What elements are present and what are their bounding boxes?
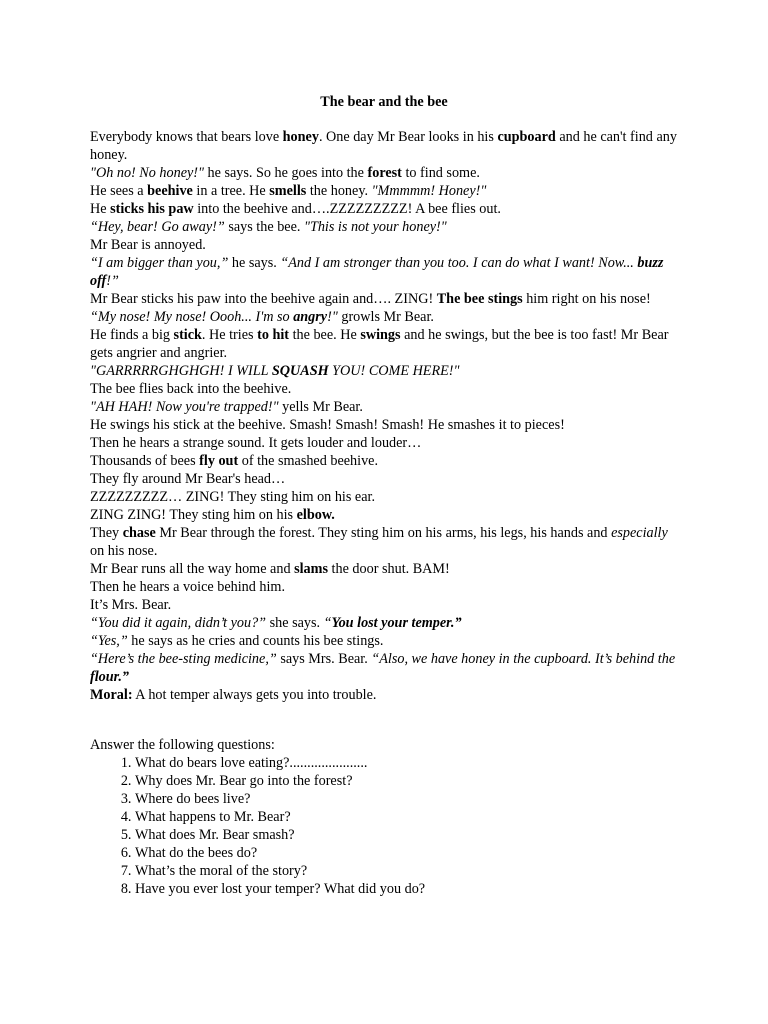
story-text-run: . He tries <box>201 327 258 343</box>
story-text-run: You lost your temper.” <box>331 615 462 631</box>
story-text-run: “Also, we have honey in the cupboard. It’s behind the <box>371 651 676 667</box>
story-body <box>90 128 680 704</box>
story-line <box>90 506 680 524</box>
story-text-run: growls Mr Bear. <box>337 309 434 325</box>
story-line <box>90 218 680 236</box>
story-text-run: Then he hears a strange sound. It gets louder and louder… <box>90 435 422 451</box>
question-item: 7. What’s the moral of the story? <box>135 862 680 880</box>
story-text-run: he says as he cries and counts his bee stings. <box>127 633 384 649</box>
story-text-run: the bee. He <box>289 327 361 343</box>
story-text-run: he says. So he goes into the <box>203 165 368 181</box>
story-text-run: into the beehive and….ZZZZZZZZZ! A bee flies out. <box>193 201 501 217</box>
story-text-run: Mr Bear is annoyed. <box>90 237 206 253</box>
story-text-run: "AH HAH! Now you're trapped!" <box>90 399 279 415</box>
story-text-run: He <box>90 201 111 217</box>
questions-list <box>90 754 680 898</box>
story-text-run <box>90 669 129 685</box>
questions-section <box>90 736 680 898</box>
story-text-run <box>272 363 329 379</box>
question-item: 6. What do the bees do? <box>135 844 680 862</box>
story-line <box>90 578 680 596</box>
story-line <box>90 434 680 452</box>
story-text-run: “Hey, bear! Go away!” <box>90 219 225 235</box>
story-text-run: “I am bigger than you,” <box>90 255 229 271</box>
story-line <box>90 650 680 686</box>
story-text-run: stick <box>173 327 202 343</box>
story-text-run: "This is not your honey!" <box>303 219 447 235</box>
story-text-run: to find some. <box>401 165 480 181</box>
story-text-run: The bee stings <box>436 291 523 307</box>
story-text-run: forest <box>367 165 402 181</box>
story-text-run: beehive <box>147 183 193 199</box>
story-line <box>90 416 680 434</box>
story-text-run: YOU! COME HERE!" <box>328 363 460 379</box>
story-text-run: Mr Bear runs all the way home and <box>90 561 295 577</box>
story-text-run: especially <box>611 525 668 541</box>
story-text-run: They fly around Mr Bear's head… <box>90 471 286 487</box>
story-text-run: A hot temper always gets you into trouble. <box>132 687 377 703</box>
story-text-run: the honey. <box>306 183 372 199</box>
story-line <box>90 164 680 182</box>
question-item: 1. What do bears love eating?...................... <box>135 754 680 772</box>
story-text-run: the door shut. BAM! <box>328 561 450 577</box>
story-text-run: !” <box>106 273 119 289</box>
questions-heading: Answer the following questions: <box>90 737 275 753</box>
story-text-run: The bee flies back into the beehive. <box>90 381 292 397</box>
story-text-run: He finds a big <box>90 327 174 343</box>
story-line <box>90 632 680 650</box>
story-line <box>90 200 680 218</box>
story-line <box>90 524 680 560</box>
story-text-run: smells <box>269 183 307 199</box>
question-item: 3. Where do bees live? <box>135 790 680 808</box>
story-text-run: He sees a <box>90 183 148 199</box>
story-line <box>90 182 680 200</box>
story-text-run: cupboard <box>497 129 556 145</box>
story-text-run: It’s Mrs. Bear. <box>90 597 172 613</box>
story-text-run: swings <box>360 327 401 343</box>
story-text-run: Thousands of bees <box>90 453 200 469</box>
story-line <box>90 560 680 578</box>
story-text-run: elbow. <box>296 507 335 523</box>
story-text-run: of the smashed beehive. <box>238 453 379 469</box>
story-text-run: “Yes,” <box>90 633 128 649</box>
story-text-run: flour.” <box>90 669 130 685</box>
question-item: 8. Have you ever lost your temper? What did you do? <box>135 880 680 898</box>
story-text-run: and he can't find any honey. <box>90 129 677 163</box>
story-text-run: "Mmmmm! Honey!" <box>371 183 487 199</box>
story-line <box>90 128 680 164</box>
story-text-run: “You did it again, didn’t you?” <box>90 615 267 631</box>
story-line <box>90 290 680 308</box>
story-text-run: and he swings, but the bee is too fast! Mr Bear gets angrier and angrier. <box>90 327 669 361</box>
story-title: The bear and the bee <box>320 94 448 110</box>
story-line <box>90 614 680 632</box>
story-text-run: on his nose. <box>90 543 158 559</box>
story-line <box>90 236 680 254</box>
story-line <box>90 398 680 416</box>
story-text-run: “ <box>323 615 332 631</box>
story-text-run: in a tree. He <box>192 183 270 199</box>
story-text-run: yells Mr Bear. <box>278 399 363 415</box>
story-text-run: Mr Bear sticks his paw into the beehive again and…. ZING! <box>90 291 437 307</box>
story-text-run: fly out <box>199 453 239 469</box>
story-text-run: "GARRRRRGHGHGH! I WILL <box>90 363 272 379</box>
story-line <box>90 488 680 506</box>
story-text-run: “My nose! My nose! Oooh... I'm so <box>90 309 294 325</box>
story-text-run: to hit <box>257 327 290 343</box>
story-line <box>90 308 680 326</box>
story-text-run: . One day Mr Bear looks in his <box>318 129 498 145</box>
story-line <box>90 362 680 380</box>
question-item: 4. What happens to Mr. Bear? <box>135 808 680 826</box>
story-text-run: SQUASH <box>271 363 329 379</box>
story-text-run: she says. <box>266 615 324 631</box>
story-text-run: Then he hears a voice behind him. <box>90 579 286 595</box>
story-text-run: "Oh no! No honey!" <box>90 165 204 181</box>
story-line <box>90 452 680 470</box>
story-text-run: !" <box>327 309 338 325</box>
story-text-run: he says. <box>228 255 281 271</box>
story-text-run: Everybody knows that bears love <box>90 129 283 145</box>
story-text-run: says Mrs. Bear. <box>276 651 372 667</box>
story-text-run: “And I am stronger than you too. I can do what I want! Now... <box>280 255 638 271</box>
story-text-run: chase <box>122 525 156 541</box>
question-item: 5. What does Mr. Bear smash? <box>135 826 680 844</box>
story-text-run: ZING ZING! They sting him on his <box>90 507 297 523</box>
story-text-run <box>332 615 462 631</box>
question-item: 2. Why does Mr. Bear go into the forest? <box>135 772 680 790</box>
story-line <box>90 596 680 614</box>
story-text-run: him right on his nose! <box>522 291 651 307</box>
story-line <box>90 686 680 704</box>
story-line <box>90 470 680 488</box>
story-text-run: “Here’s the bee-sting medicine,” <box>90 651 277 667</box>
story-text-run: slams <box>294 561 328 577</box>
story-text-run: Moral: <box>90 687 133 703</box>
story-text-run <box>293 309 327 325</box>
story-line <box>90 380 680 398</box>
story-text-run: says the bee. <box>224 219 304 235</box>
story-text-run: sticks his paw <box>110 201 194 217</box>
story-text-run: He swings his stick at the beehive. Smash! Smash! Smash! He smashes it to pieces! <box>90 417 565 433</box>
story-text-run: buzz off <box>90 255 664 289</box>
story-text-run: angry <box>293 309 328 325</box>
story-text-run: They <box>90 525 123 541</box>
story-text-run: Mr Bear through the forest. They sting him on his arms, his legs, his hands and <box>155 525 612 541</box>
story-line <box>90 254 680 290</box>
story-text-run: ZZZZZZZZZ… ZING! They sting him on his ear. <box>90 489 376 505</box>
story-text-run: honey <box>282 129 319 145</box>
story-line <box>90 326 680 362</box>
